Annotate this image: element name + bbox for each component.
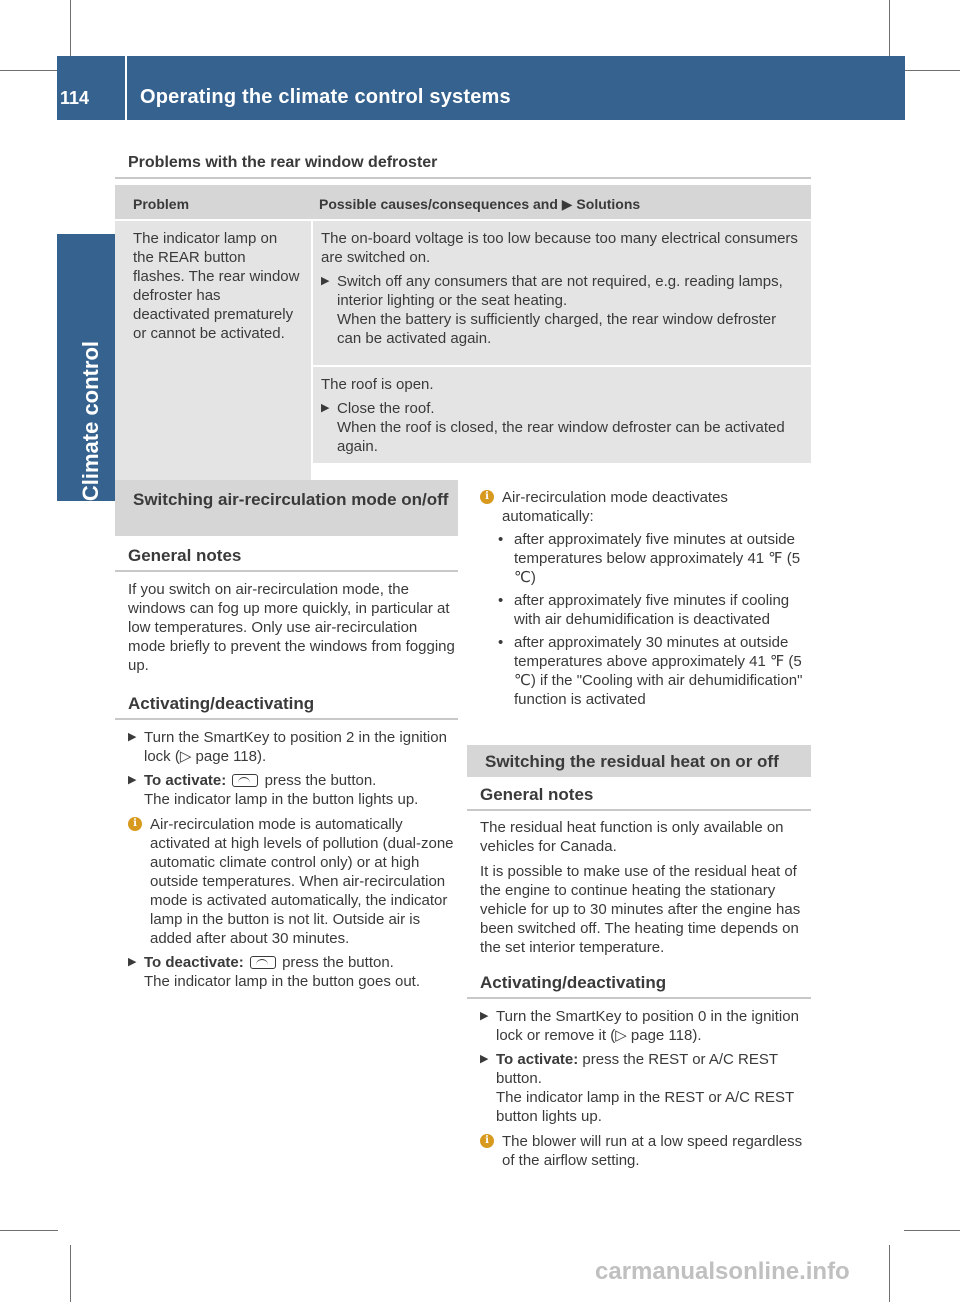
residual-steps xyxy=(480,1007,812,1170)
instruction-step xyxy=(480,1007,812,1045)
column-header-solutions: Possible causes/consequences and ▶ Solutions xyxy=(319,196,641,212)
info-icon: i xyxy=(480,490,494,504)
arrow-icon: ▶ xyxy=(321,402,330,414)
arrow-icon: ▶ xyxy=(128,731,137,743)
list-item-text: after approximately 30 minutes at outside temperatures above approximately 41 ℉ (5 ℃) if the "Cooling with air dehumidification" function is activated xyxy=(514,634,803,708)
watermark: carmanualsonline.info xyxy=(595,1258,850,1285)
header-divider xyxy=(125,56,127,120)
arrow-icon: ▶ xyxy=(480,1010,489,1022)
section-divider xyxy=(467,809,811,811)
recirc-steps xyxy=(128,728,460,991)
solution-cell xyxy=(313,367,811,463)
activate-text: press the REST or A/C REST button. xyxy=(496,1051,778,1087)
recirc-heading: Switching air-recirculation mode on/off xyxy=(115,480,458,536)
solution-text: Switch off any consumers that are not required, e.g. reading lamps, interior lighting or the seat heating. xyxy=(337,273,783,309)
instruction-step xyxy=(480,1050,812,1126)
crop-mark xyxy=(889,0,890,58)
solution-note: When the roof is closed, the rear window defroster can be activated again. xyxy=(337,419,785,455)
bullet-list xyxy=(480,530,812,709)
cause-text: The on-board voltage is too low because too many electrical consumers are switched on. xyxy=(321,230,798,266)
info-note xyxy=(480,488,812,526)
solutions-column xyxy=(313,221,811,481)
info-icon: i xyxy=(128,817,142,831)
recirc-general-title: General notes xyxy=(128,546,242,565)
crop-mark xyxy=(70,1245,71,1302)
residual-general-title: General notes xyxy=(480,785,594,804)
section-divider xyxy=(115,718,458,720)
column-header-problem: Problem xyxy=(133,196,190,212)
activate-text: press the button. xyxy=(264,772,377,789)
instruction-step xyxy=(128,771,460,809)
page-number: 114 xyxy=(60,88,90,108)
instruction-step xyxy=(128,953,460,991)
recirc-general-text: If you switch on air-recirculation mode, the windows can fog up more quickly, in particular at low temperatures. Only use air-recirculation mode briefly to prevent the windows from fogging up. xyxy=(128,581,455,674)
defroster-table xyxy=(115,185,811,481)
section-divider xyxy=(115,570,458,572)
instruction-step xyxy=(128,728,460,766)
residual-text: It is possible to make use of the residual heat of the engine to continue heating the stationary vehicle for up to 30 minutes after the engine has been switched off. The heating time depends on the set interior temperature. xyxy=(480,863,801,956)
chapter-tab xyxy=(57,234,124,501)
residual-activating-title: Activating/deactivating xyxy=(480,973,667,992)
deactivate-label: To deactivate: xyxy=(144,954,244,971)
table-header xyxy=(115,185,811,219)
arrow-icon: ▶ xyxy=(128,774,137,786)
crop-mark xyxy=(904,70,960,71)
list-item: • after approximately five minutes if cooling with air dehumidification is deactivated xyxy=(496,591,812,629)
activate-note: The indicator lamp in the button lights up. xyxy=(144,791,419,808)
solution-text: Close the roof. xyxy=(337,400,435,417)
deactivate-text: press the button. xyxy=(282,954,394,971)
crop-mark xyxy=(70,0,71,58)
table-row xyxy=(115,221,811,481)
solution-step xyxy=(321,399,799,456)
info-icon: i xyxy=(480,1134,494,1148)
recirc-info-block xyxy=(480,488,812,709)
page-title: Operating the climate control systems xyxy=(140,86,511,108)
recirculation-icon xyxy=(250,956,276,969)
solution-cell xyxy=(313,221,811,365)
activate-label: To activate: xyxy=(496,1051,579,1068)
list-item: • after approximately 30 minutes at outside temperatures above approximately 41 ℉ (5 ℃) if the "Cooling with air dehumidification" function is activated xyxy=(496,633,812,709)
arrow-icon: ▶ xyxy=(321,275,330,287)
crop-mark xyxy=(0,1230,58,1231)
info-text: Air-recirculation mode is automatically activated at high levels of pollution (dual-zone automatic climate control only) or at high outside temperatures. When air-recirculation mode is activated automatically, the indicator lamp in the button is not lit. Outside air is added after about 30 minutes. xyxy=(150,816,454,947)
problem-cell: The indicator lamp on the REAR button flashes. The rear window defroster has deactivated prematurely or cannot be activated. xyxy=(115,221,311,481)
section-divider xyxy=(115,177,811,179)
step-text: Turn the SmartKey to position 2 in the ignition lock (▷ page 118). xyxy=(144,729,447,765)
info-note xyxy=(480,1132,812,1170)
info-note xyxy=(128,815,460,948)
residual-text: The residual heat function is only available on vehicles for Canada. xyxy=(480,819,784,855)
info-text: The blower will run at a low speed regardless of the airflow setting. xyxy=(502,1133,803,1169)
solution-step xyxy=(321,272,799,348)
deactivate-note: The indicator lamp in the button goes out. xyxy=(144,973,421,990)
crop-mark xyxy=(904,1230,960,1231)
list-item-text: after approximately five minutes at outside temperatures below approximately 41 ℉ (5 ℃) xyxy=(514,531,801,586)
arrow-icon: ▶ xyxy=(128,956,137,968)
info-text: Air-recirculation mode deactivates automatically: xyxy=(502,489,728,525)
list-item: • after approximately five minutes at outside temperatures below approximately 41 ℉ (5 ℃) xyxy=(496,530,812,587)
defroster-title: Problems with the rear window defroster xyxy=(128,154,438,171)
recirc-activating-title: Activating/deactivating xyxy=(128,694,315,713)
crop-mark xyxy=(0,70,58,71)
activate-note: The indicator lamp in the REST or A/C REST button lights up. xyxy=(496,1089,794,1125)
crop-mark xyxy=(889,1245,890,1302)
list-item-text: after approximately five minutes if cooling with air dehumidification is deactivated xyxy=(514,592,790,628)
chapter-tab-label: Climate control xyxy=(78,340,103,501)
residual-general xyxy=(480,818,812,963)
activate-label: To activate: xyxy=(144,772,227,789)
cause-text: The roof is open. xyxy=(321,376,434,393)
arrow-icon: ▶ xyxy=(480,1053,489,1065)
step-text: Turn the SmartKey to position 0 in the ignition lock or remove it (▷ page 118). xyxy=(496,1008,799,1044)
solution-note: When the battery is sufficiently charged, the rear window defroster can be activated again. xyxy=(337,311,777,347)
residual-heading: Switching the residual heat on or off xyxy=(467,745,811,777)
section-divider xyxy=(467,997,811,999)
recirculation-icon xyxy=(232,774,258,787)
